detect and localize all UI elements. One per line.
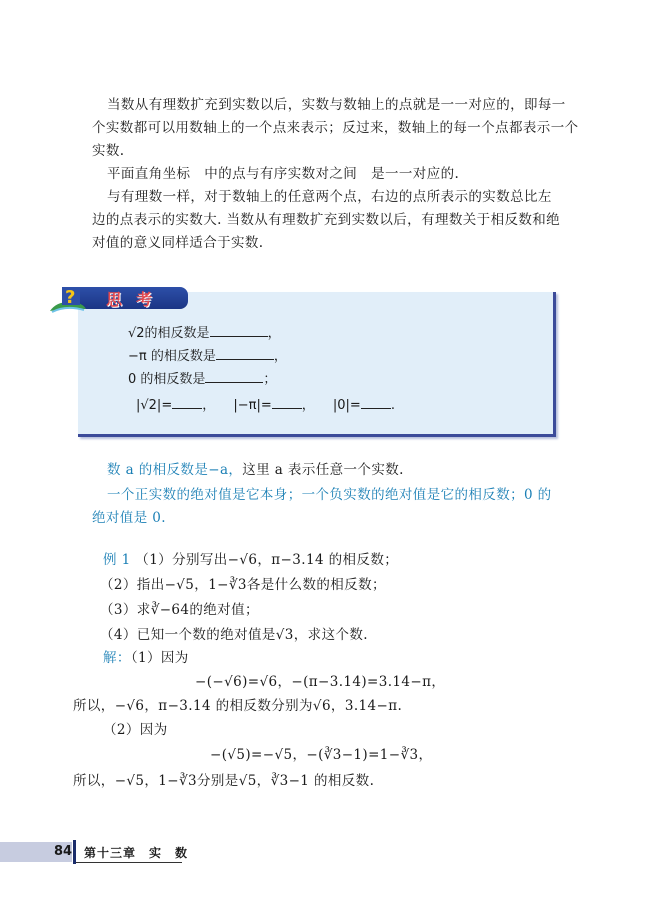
chapter-title: 第十三章 实 数 <box>84 846 189 860</box>
solution-2-intro: （2）因为 <box>103 722 168 738</box>
intro-para1-line2: 个实数都可以用数轴上的一个点来表示；反过来，数轴上的每一个点都表示一个 <box>92 120 579 136</box>
svg-text:?: ? <box>65 287 76 308</box>
answer-blank[interactable] <box>361 396 391 409</box>
answer-blank[interactable] <box>216 347 274 360</box>
solution-1-conclusion: 所以，−√6，π−3.14 的相反数分别为√6，3.14−π. <box>73 698 403 714</box>
example-q2: （2）指出−√5，1−∛3各是什么数的相反数； <box>100 577 386 593</box>
question-hat-icon <box>48 285 86 315</box>
intro-para3-line1: 与有理数一样，对于数轴上的任意两个点，右边的点所表示的实数总比左 <box>107 189 552 205</box>
think-badge <box>48 285 188 313</box>
example-q3: （3）求∛−64的绝对值； <box>100 602 259 618</box>
intro-para3-line3: 对值的意义同样适合于实数. <box>92 235 264 251</box>
think-label: 思考 <box>106 290 167 309</box>
think-line-1: √2的相反数是 ， <box>128 326 281 341</box>
intro-para3-line2: 边的点表示的实数大. 当数从有理数扩充到实数以后，有理数关于相反数和绝 <box>92 212 561 228</box>
abs-definition-line2: 绝对值是 0. <box>92 510 166 526</box>
intro-para1-line3: 实数. <box>92 143 125 159</box>
page-number: 84 <box>54 844 73 859</box>
answer-blank[interactable] <box>210 324 268 337</box>
intro-para1-line1: 当数从有理数扩充到实数以后，实数与数轴上的点就是一一对应的，即每一 <box>107 97 566 113</box>
solution-2-formula: −(√5)=−√5，−(∛3−1)=1−∛3， <box>210 747 433 763</box>
solution-2-conclusion: 所以，−√5，1−∛3分别是√5，∛3−1 的相反数. <box>73 773 375 789</box>
think-line-2: −π 的相反数是 ， <box>128 349 287 364</box>
intro-para2: 平面直角坐标 中的点与有序实数对之间 是一一对应的. <box>107 166 460 182</box>
answer-blank[interactable] <box>172 396 202 409</box>
answer-blank[interactable] <box>205 370 263 383</box>
opposite-definition: 数 a 的相反数是−a，这里 a 表示任意一个实数. <box>107 462 404 478</box>
abs-definition-line1: 一个正实数的绝对值是它本身；一个负实数的绝对值是它的相反数；0 的 <box>107 487 552 503</box>
think-line-3: 0 的相反数是 ； <box>128 372 277 387</box>
answer-blank[interactable] <box>272 396 302 409</box>
solution-1-intro: 解：（1）因为 <box>103 650 189 666</box>
example-q1: 例 1 （1）分别写出−√6，π−3.14 的相反数； <box>103 552 399 568</box>
footer-separator <box>73 840 76 864</box>
solution-1-formula: −(−√6)=√6，−(π−3.14)=3.14−π， <box>195 674 446 690</box>
example-q4: （4）已知一个数的绝对值是√3，求这个数. <box>100 627 368 643</box>
footer-underline <box>76 862 182 863</box>
think-abs-line: |√2|= ， |−π|= ， |0|= . <box>136 398 395 413</box>
